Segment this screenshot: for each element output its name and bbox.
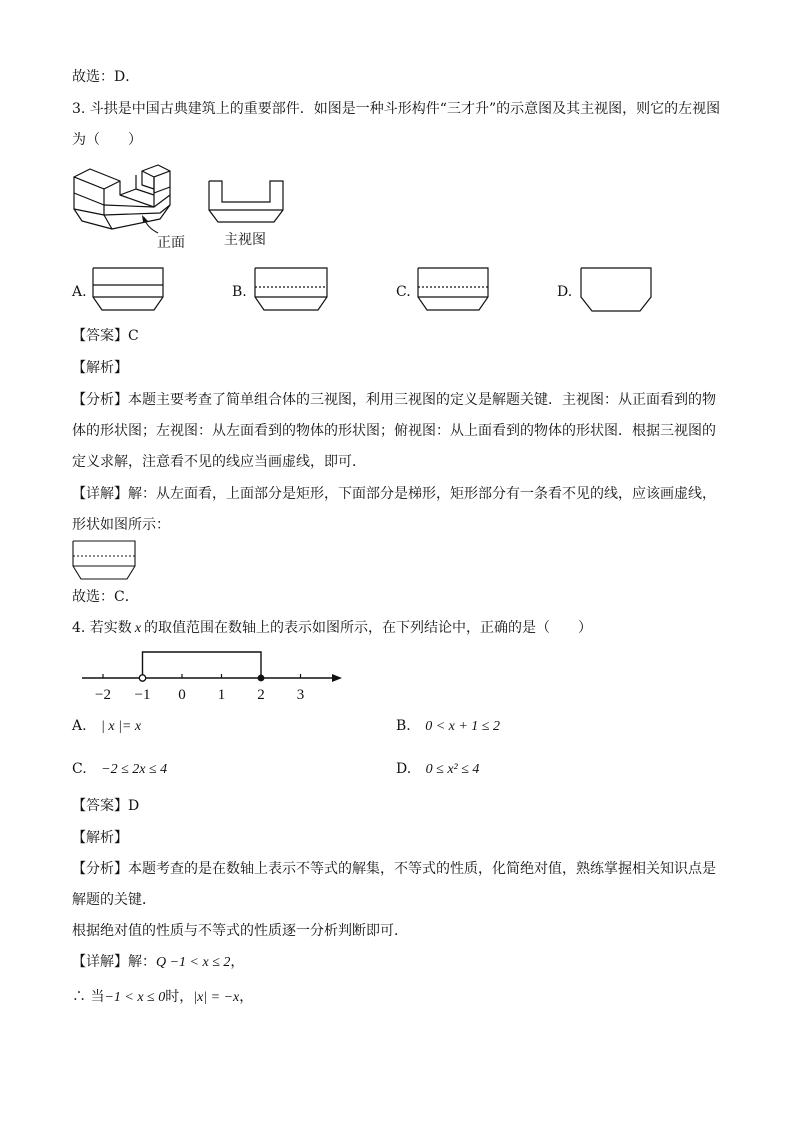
detail-4-math-2: |x| = −x [193,990,240,1005]
detail-4-math: Q −1 < x ≤ 2 [156,955,231,970]
q4-option-d [396,760,479,779]
option-d-label: D. [557,284,573,300]
axis-arrow [332,674,342,682]
analysis-3-heading: 【解析】 [72,360,128,376]
analysis-3-line-2: 体的形状图；左视图：从左面看到的物体的形状图；俯视图：从上面看到的物体的形状图．根据三视图的 [72,423,716,439]
detail-3-line-1: 【详解】解：从左面看，上面部分是矩形，下面部分是梯形，矩形部分有一条看不见的线，应该画虚线， [72,486,716,502]
answer-3-label: 【答案】C [72,328,139,344]
interval-bracket [143,652,262,678]
closed-endpoint [258,675,265,682]
q4-option-d-label: D. [396,761,412,777]
detail-4-end-comma: ， [239,989,254,1005]
question-4-suffix: 的取值范围在数轴上的表示如图所示，在下列结论中，正确的是（ ） [144,620,593,636]
option-d-figure [580,267,652,313]
detail-4-therefore: ∴ 当 [72,989,105,1005]
front-label: 正面 [157,235,185,251]
question-4-text [72,618,592,639]
analysis-4-heading: 【解析】 [72,830,128,846]
q4-option-a-label: A. [72,718,87,734]
tick-label: 3 [296,687,305,703]
open-endpoint [139,675,145,681]
detail-4-line-1 [72,952,244,973]
main-view-label: 主视图 [224,232,266,248]
option-c-label: C. [396,284,411,300]
detail-4-math-1: −1 < x ≤ 0 [104,990,166,1005]
analysis-3-line-1: 【分析】本题主要考查了简单组合体的三视图，利用三视图的定义是解题关键．主视图：从正面看到的物 [72,392,716,408]
question-4-prefix: 4. 若实数 [72,620,132,636]
option-a-label: A. [72,284,87,300]
question-3-text: 3. 斗拱是中国古典建筑上的重要部件．如图是一种斗形构件“三才升”的示意图及其主视图，则它的左视图 [72,101,721,117]
option-b-figure [254,267,328,311]
q4-option-c-label: C. [72,761,87,777]
tick-label: −1 [134,687,151,703]
q4-option-a [72,717,141,736]
bracket-3d-figure [72,165,182,240]
solution-left-view-figure [72,540,136,580]
q4-option-b [396,717,500,736]
answer-d-line: 故选：D． [72,69,140,85]
analysis-4-line-2: 解题的关键． [72,892,156,908]
detail-4-when: 时， [165,989,194,1005]
analysis-3-line-3: 定义求解，注意看不见的线应当画虚线，即可． [72,454,366,470]
q4-option-b-label: B. [396,718,411,734]
tick-label: −2 [95,687,111,703]
q4-option-c [72,760,167,779]
option-b-label: B. [232,284,247,300]
q4-option-a-expr: | x |= x [101,719,142,734]
option-c-figure [417,267,489,311]
answer-4-label: 【答案】D [72,798,140,814]
detail-4-line-2 [72,987,253,1008]
detail-4-comma: ， [230,954,245,970]
number-line-figure [80,648,344,704]
q4-option-c-expr: −2 ≤ 2x ≤ 4 [101,762,168,777]
tick-label: 1 [217,687,226,703]
main-view-figure [208,180,284,224]
detail-4-prefix: 【详解】解： [72,954,156,970]
tick-label: 2 [257,687,265,703]
detail-3-line-2: 形状如图所示： [72,517,170,533]
variable-x: x [134,621,142,636]
q4-option-b-expr: 0 < x + 1 ≤ 2 [425,719,500,734]
analysis-4-line-3: 根据绝对值的性质与不等式的性质逐一分析判断即可． [72,923,408,939]
answer-c-line: 故选：C． [72,589,139,605]
analysis-4-line-1: 【分析】本题考查的是在数轴上表示不等式的解集，不等式的性质，化简绝对值，熟练掌握相关知识点是 [72,861,716,877]
question-3-text-cont: 为（ ） [72,132,142,148]
option-a-figure [92,267,164,311]
q4-option-d-expr: 0 ≤ x² ≤ 4 [425,762,480,777]
tick-label: 0 [178,687,186,703]
